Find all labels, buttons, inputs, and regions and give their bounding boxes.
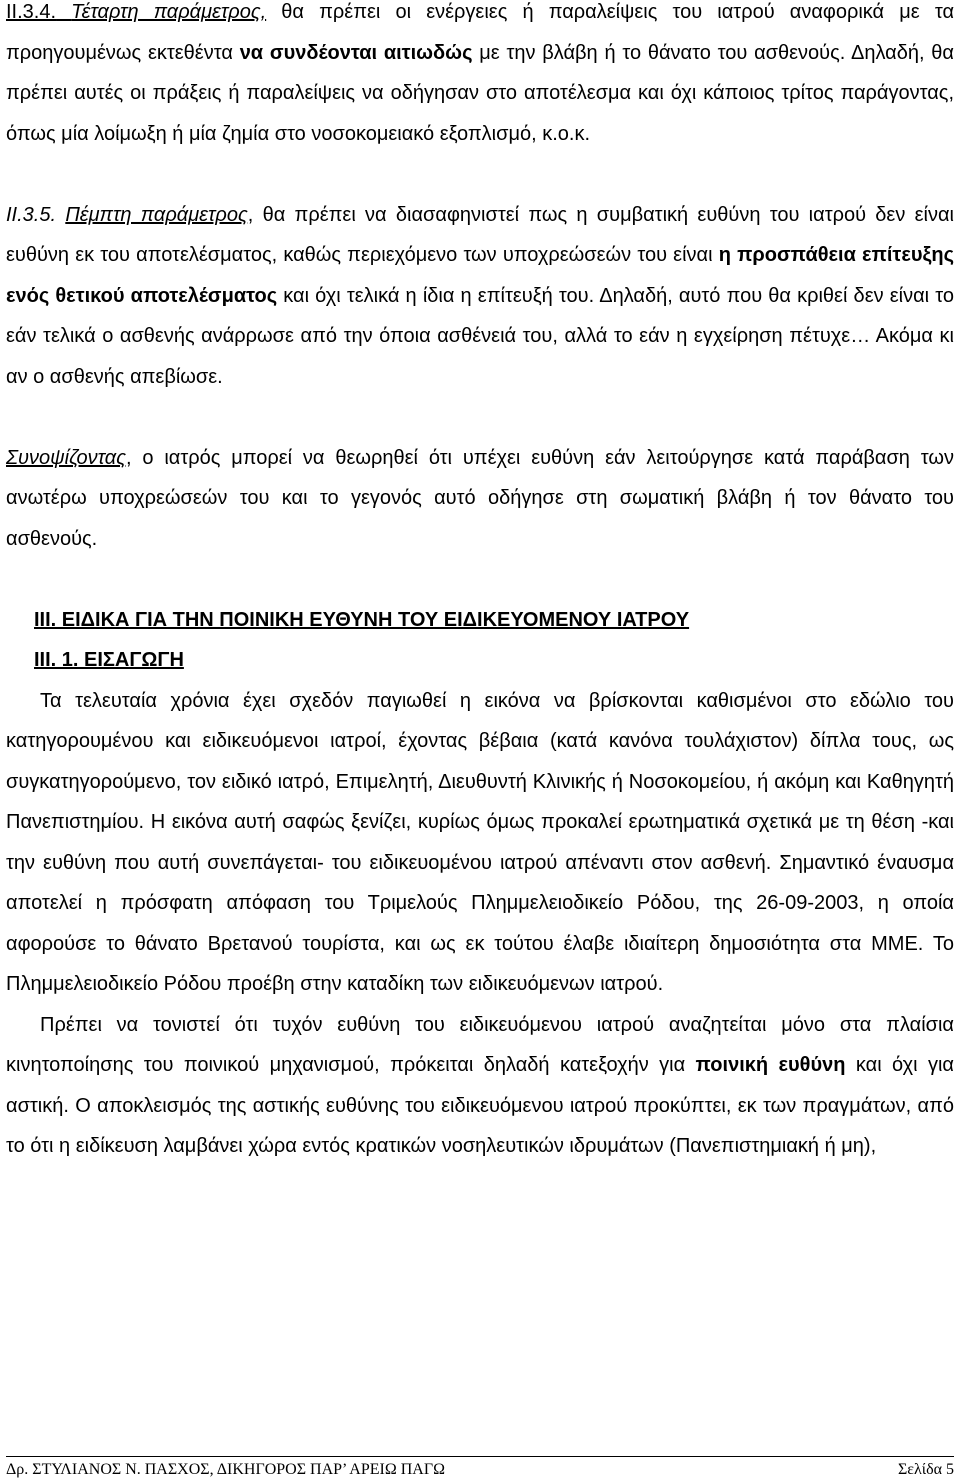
paragraph-parameter-4 (6, 0, 954, 154)
paragraph-introduction: Τα τελευταία χρόνια έχει σχεδόν παγιωθεί η εικόνα να βρίσκονται καθισμένοι στο εδώλιο του κατηγορουμένου και ειδικευόμενοι ιατροί, έχοντας βέβαια (κατά κανόνα τουλάχιστον) δίπλα τους, ως συγκατηγορούμενο, τον ειδικό ιατρό, Επιμελητή, Διευθυντή Κλινικής ή Νοσοκομείου, ή ακόμη και Καθηγητή Πανεπιστημίου. Η εικόνα αυτή σαφώς ξενίζει, κυρίως όμως προκαλεί ερωτηματικά σχετικά με τη θέση -και την ευθύνη που αυτή συνεπάγεται- του ειδικευομένου ιατρού απέναντι στον ασθενή. Σημαντικό έναυσμα αποτελεί η πρόσφατη απόφαση του Τριμελούς Πλημμελειοδικείο Ρόδου, της 26-09-2003, η οποία αφορούσε το θάνατο Βρετανού τουρίστα, και ως εκ τούτου έλαβε ιδιαίτερη δημοσιότητα στα ΜΜΕ. Το Πλημμελειοδικείο Ρόδου προέβη στην καταδίκη των ειδικευόμενων ιατρού. (6, 689, 954, 995)
chapter-subtitle: ΙΙΙ. 1. ΕΙΣΑΓΩΓΗ (34, 649, 184, 671)
bold-phrase: να συνδέονται αιτιωδώς (239, 41, 473, 64)
footer-author: Δρ. ΣΤΥΛΙΑΝΟΣ Ν. ΠΑΣΧΟΣ, ΔΙΚΗΓΟΡΟΣ ΠΑΡ’ ΑΡΕΙΩ ΠΑΓΩ (6, 1461, 445, 1478)
document-page (6, 0, 954, 1167)
paragraph-summary (6, 438, 954, 560)
summary-label: Συνοψίζοντας (6, 446, 126, 469)
bold-phrase: η προσπάθεια επίτευξης ενός θετικού αποτελέσματος (6, 244, 955, 307)
section-number: ΙΙ.3.4. (6, 1, 57, 23)
paragraph-text: , θα πρέπει να διασαφηνιστεί πως η συμβατική ευθύνη του ιατρού δεν είναι ευθύνη εκ του αποτελέσματος, καθώς περιεχόμενο των υποχρεώσεών του είναι (6, 203, 954, 266)
section-spacer (56, 204, 65, 226)
paragraph-text: και όχι τελικά η ίδια η επίτευξή του. Δηλαδή, αυτό που θα κριθεί δεν είναι το εάν τελικά ο ασθενής ανάρρωσε από την όποια ασθένειά του, αλλά το εάν η εγχείρηση πέτυχε… Ακόμα κι αν ο ασθενής απεβίωσε. (6, 284, 954, 388)
footer-page-number: Σελίδα 5 (897, 1461, 954, 1478)
paragraph-criminal-liability (6, 1005, 954, 1167)
bold-phrase: ποινική ευθύνη (695, 1054, 846, 1076)
section-spacer (56, 1, 71, 23)
paragraph-text: και όχι για αστική. Ο αποκλεισμός της αστικής ευθύνης του ειδικευόμενου ιατρού προκύπτει, εκ των πραγμάτων, από το ότι η ειδίκευση λαμβάνει χώρα εντός κρατικών νοσηλευτικών ιδρυμάτων (Πανεπιστημιακή ή μη), (6, 1054, 954, 1157)
section-label: Πέμπτη παράμετρος (65, 203, 248, 226)
section-label: Τέταρτη παράμετρος, (71, 1, 267, 23)
paragraph-text: Πρέπει να τονιστεί ότι τυχόν ευθύνη του ειδικευόμενου ιατρού αναζητείται μόνο στα πλαίσια κινητοποίησης του ποινικού μηχανισμού, πρόκειται δηλαδή κατεξοχήν για (6, 1013, 954, 1076)
paragraph-text: , ο ιατρός μπορεί να θεωρηθεί ότι υπέχει ευθύνη εάν λειτούργησε κατά παράβαση των ανωτέρω υποχρεώσεών του και το γεγονός αυτό οδήγησε στη σωματική βλάβη ή τον θάνατο του ασθενούς. (6, 446, 954, 550)
paragraph-parameter-5 (6, 195, 954, 398)
section-number: ΙΙ.3.5. (6, 203, 57, 226)
page-footer (6, 1456, 954, 1480)
chapter-title: ΙΙΙ. ΕΙΔΙΚΑ ΓΙΑ ΤΗΝ ΠΟΙΝΙΚΗ ΕΥΘΥΝΗ ΤΟΥ ΕΙΔΙΚΕΥΟΜΕΝΟΥ ΙΑΤΡΟΥ (34, 608, 690, 631)
paragraph-text: θα πρέπει οι ενέργειες ή παραλείψεις του ιατρού αναφορικά με τα προηγουμένως εκτεθέντα (6, 1, 955, 64)
paragraph-text: με την βλάβη ή το θάνατο του ασθενούς. Δηλαδή, θα πρέπει αυτές οι πράξεις ή παραλείψεις να οδήγησαν στο αποτέλεσμα και όχι κάποιος τρίτος παράγοντας, όπως μία λοίμωξη ή μία ζημία στο νοσοκομειακό εξοπλισμό, κ.ο.κ. (6, 41, 954, 145)
